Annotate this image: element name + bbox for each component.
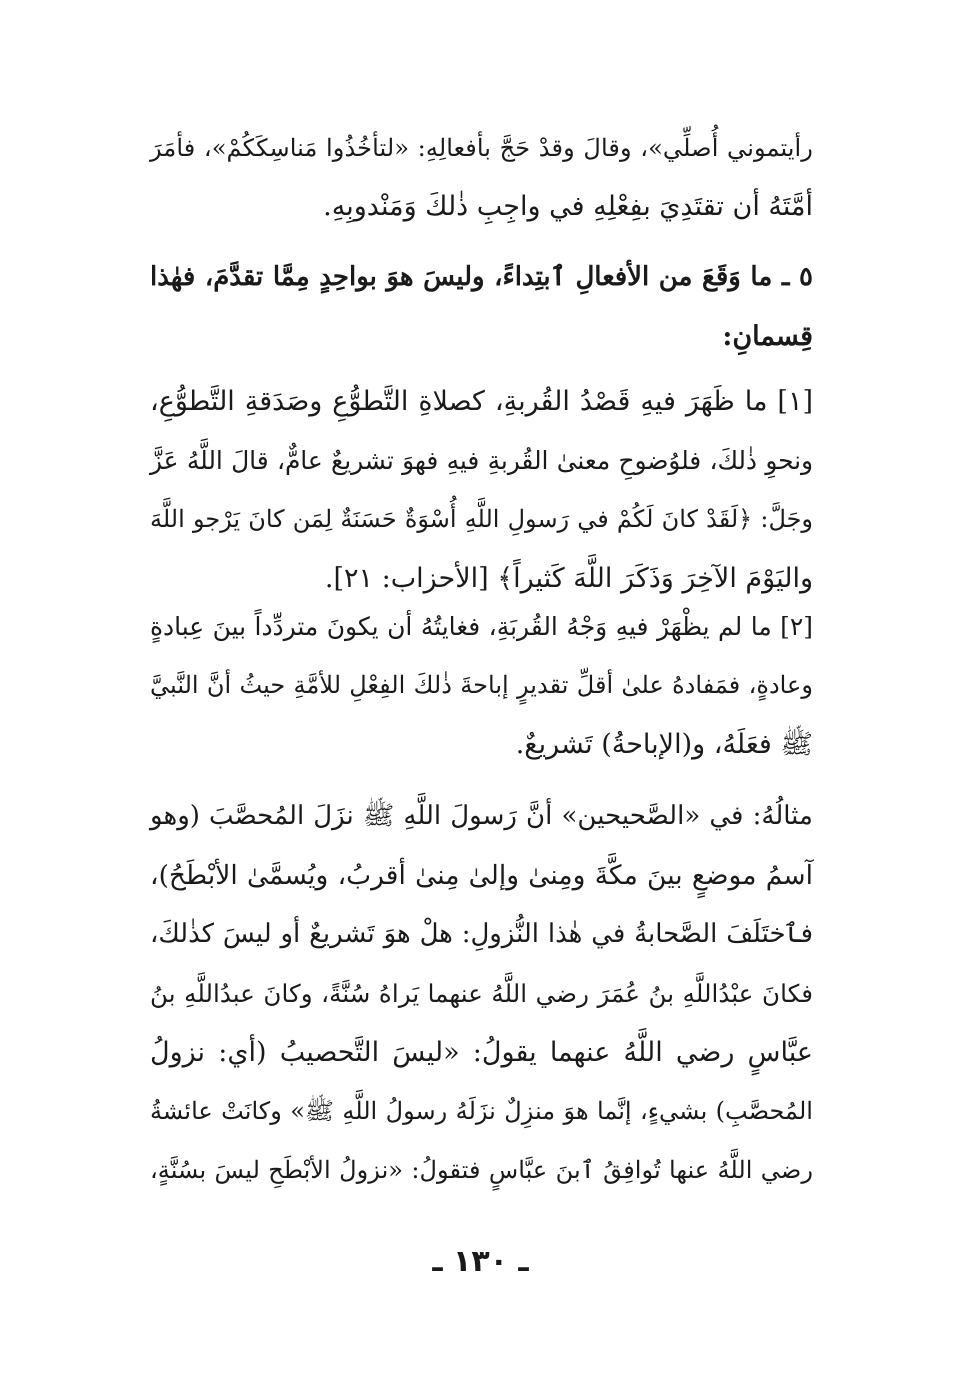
text-line: رأيتموني أُصلِّي»، وقالَ وقدْ حَجَّ بأفعالِهِ: «لتأخُذُوا مَناسِكَكُمْ»، فأمَرَ: [150, 133, 813, 162]
text-line: فٱختَلَفَ الصَّحابةُ في هٰذا النُّزولِ: هلْ هوَ تَشريعٌ أو ليسَ كذٰلكَ،: [150, 919, 813, 949]
text-line: المُحصَّبِ) بشيءٍ، إنَّما هوَ منزِلٌ نزَلَهُ رسولُ اللَّهِ ﷺ» وكانَتْ عائشةُ: [150, 1097, 813, 1125]
text-line: [٢] ما لم يظْهَرْ فيهِ وَجْهُ القُربَةِ، فغايتُهُ أن يكونَ متردِّداً بينَ عِبادةٍ: [150, 612, 813, 641]
text-line: عبَّاسٍ رضي اللَّهُ عنهما يقولُ: «ليسَ التَّحصيبُ (أي: نزولُ: [150, 1037, 813, 1068]
text-line: رضي اللَّهُ عنها تُوافِقُ ٱبنَ عبَّاسٍ فتقولُ: «نزولُ الأبْطَحِ ليسَ بسُنَّةٍ،: [150, 1156, 813, 1184]
page-number: ـ ١٣٠ ـ: [432, 1244, 529, 1279]
text-line: ونحوِ ذٰلكَ، فلوُضوحِ معنىٰ القُربةِ فيهِ فهوَ تشريعٌ عامٌّ، قالَ اللَّهُ عَزَّ: [150, 446, 813, 475]
paragraph-first-category: [150, 372, 813, 608]
text-line: وعادةٍ، فمَفادهُ علىٰ أقلِّ تقديرٍ إباحةَ ذٰلكَ الفِعْلِ للأمَّةِ حيثُ أنَّ النَّبيَّ: [150, 671, 813, 699]
text-line: [١] ما ظَهَرَ فيهِ قَصْدُ القُربةِ، كصلاةِ التَّطوُّعِ وصَدَقةِ التَّطوُّعِ،: [150, 386, 813, 417]
text-line: آسمُ موضعٍ بينَ مكَّةَ ومِنىٰ وإلىٰ مِنىٰ أقربُ، ويُسمَّىٰ الأبْطَحُ)،: [150, 860, 813, 891]
text-line: ﷺ فعَلَهُ، و(الإباحةُ) تَشريعٌ.: [515, 729, 813, 760]
text-line: وجَلَّ: ﴿لَقَدْ كانَ لَكُمْ في رَسولِ اللَّهِ أُسْوَةٌ حَسَنَةٌ لِمَن كانَ يَرْجو اللَّهَ: [150, 505, 813, 533]
paragraph-hajj-rituals: [150, 118, 813, 236]
text-line: أمَّتَهُ أن تقتَدِيَ بفِعْلِهِ في واجِبِ ذٰلكَ وَمَنْدوبِهِ.: [323, 191, 813, 222]
text-line: فكانَ عبْدُاللَّهِ بنُ عُمَرَ رضي اللَّهُ عنهما يَراهُ سُنَّةً، وكانَ عبدُاللَّهِ بنُ: [150, 979, 813, 1008]
text-line: مثالُهُ: في «الصَّحيحين» أنَّ رَسولَ اللَّهِ ﷺ نزَلَ المُحصَّبَ (وهو: [150, 801, 813, 831]
paragraph-second-category: [150, 597, 813, 774]
paragraph-example: [150, 787, 813, 1200]
heading-line: قِسمانِ:: [722, 321, 813, 352]
text-line: واليَوْمَ الآخِرَ وَذَكَرَ اللَّهَ كَثيراً﴾ [الأحزاب: ٢١].: [324, 563, 813, 594]
section-heading-initial-actions: [150, 248, 813, 366]
heading-line: ٥ ـ ما وَقَعَ من الأفعالِ ٱبتِداءً، وليسَ هوَ بواحِدٍ مِمَّا تقدَّمَ، فهٰذا: [150, 262, 813, 292]
